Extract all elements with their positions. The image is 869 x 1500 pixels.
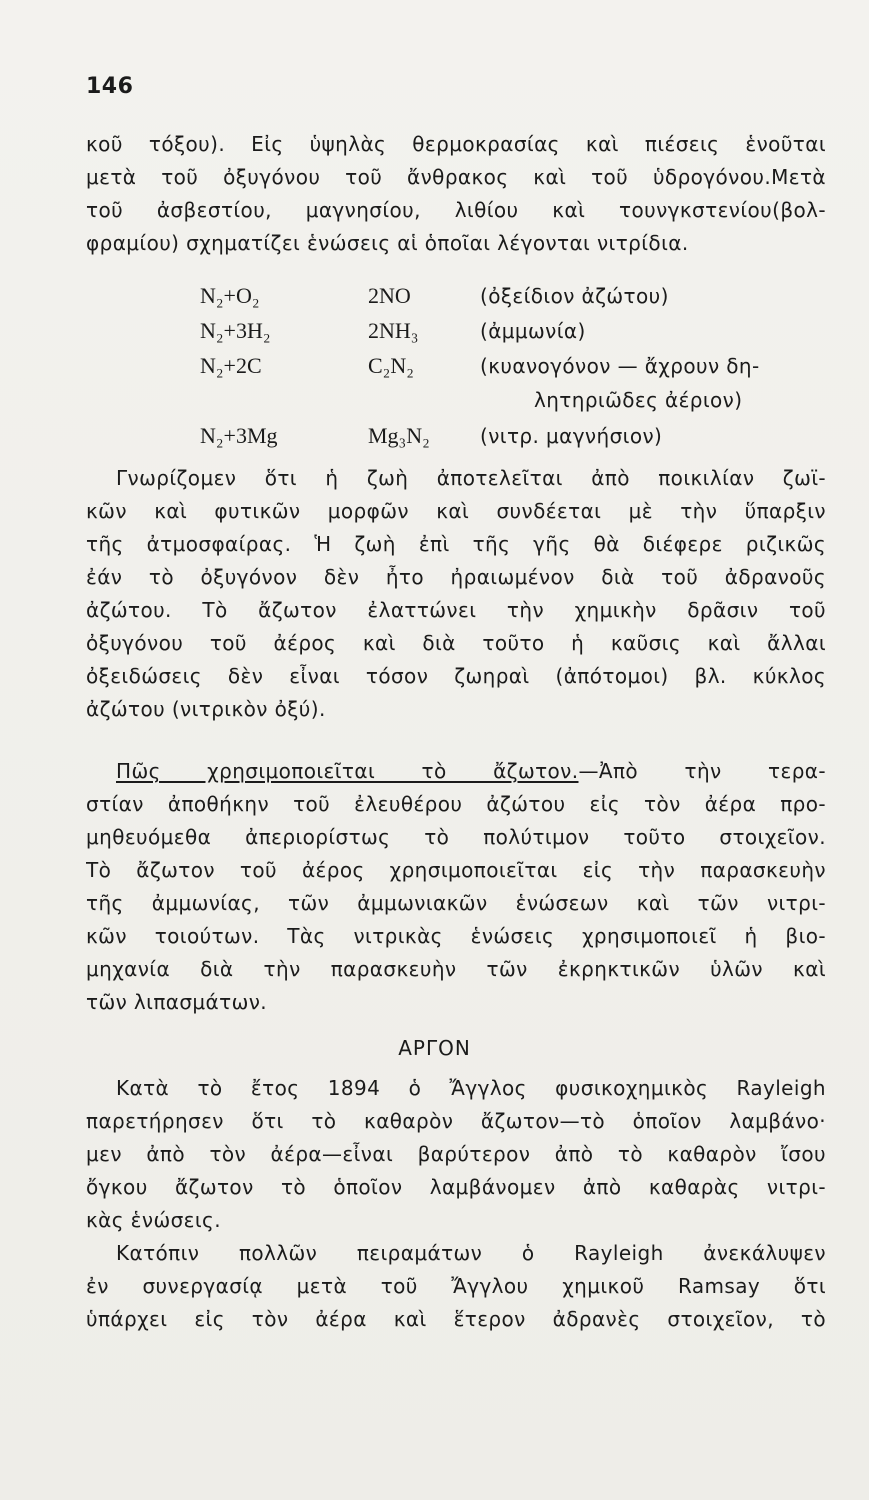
text-line: ἀζώτου. Τὸ ἄζωτον ἐλαττώνει τὴν χημικὴν δρᾶσιν τοῦ <box>86 598 826 622</box>
paragraph-ramsay <box>86 1237 826 1336</box>
text-line: κοῦ τόξου). Εἰς ὑψηλὰς θερμοκρασίας καὶ πιέσεις ἑνοῦται <box>86 132 826 156</box>
text-line: μεν ἀπὸ τὸν ἀέρα—εἶναι βαρύτερον ἀπὸ τὸ καθαρὸν ἴσου <box>86 1142 826 1166</box>
reaction-product: C₂N₂ <box>368 353 414 378</box>
paragraph-life-atmosphere <box>86 462 826 726</box>
text-line: ὀξυγόνου τοῦ ἀέρος καὶ διὰ τοῦτο ἡ καῦσις καὶ ἄλλαι <box>86 631 826 655</box>
text-line: στίαν ἀποθήκην τοῦ ἐλευθέρου ἀζώτου εἰς τὸν ἀέρα προ- <box>86 792 826 816</box>
section-heading-argon: ΑΡΓΟΝ <box>398 1036 471 1060</box>
reaction-description: (ἀμμωνία) <box>480 319 586 343</box>
text-line: τῶν λιπασμάτων. <box>86 990 268 1014</box>
text-line: μηθευόμεθα ἀπεριορίστως τὸ πολύτιμον τοῦτο στοιχεῖον. <box>86 825 826 849</box>
text-line: ὑπάρχει εἰς τὸν ἀέρα καὶ ἕτερον ἀδρανὲς στοιχεῖον, τὸ <box>86 1307 826 1331</box>
reaction-description: (νιτρ. μαγνήσιον) <box>480 424 663 448</box>
text-line: Τὸ ἄζωτον τοῦ ἀέρος χρησιμοποιεῖται εἰς τὴν παρασκευὴν <box>86 858 826 882</box>
text-line: ἐν συνεργασίᾳ μετὰ τοῦ Ἄγγλου χημικοῦ Ramsay ὅτι <box>86 1274 826 1298</box>
text-line: παρετήρησεν ὅτι τὸ καθαρὸν ἄζωτον—τὸ ὁποῖον λαμβάνο· <box>86 1109 826 1133</box>
text-line: κῶν καὶ φυτικῶν μορφῶν καὶ συνδέεται μὲ τὴν ὕπαρξιν <box>86 499 826 523</box>
reaction-product: Mg₃N₂ <box>368 423 430 448</box>
reaction-list <box>200 283 840 458</box>
text-line <box>86 755 826 788</box>
text-line: ἀζώτου (νιτρικὸν ὀξύ). <box>86 697 326 721</box>
text-line: Κατόπιν πολλῶν πειραμάτων ὁ Rayleigh ἀνεκάλυψεν <box>116 1241 826 1265</box>
reaction-row <box>200 423 840 458</box>
paragraph-nitrides <box>86 128 826 260</box>
text-line: τῆς ἀμμωνίας, τῶν ἀμμωνιακῶν ἑνώσεων καὶ τῶν νιτρι- <box>86 891 826 915</box>
text-line: τοῦ ἀσβεστίου, μαγνησίου, λιθίου καὶ τουνγκστενίου(βολ- <box>86 198 826 222</box>
reaction-product: 2NH₃ <box>368 318 419 343</box>
text-line: κὰς ἑνώσεις. <box>86 1208 221 1232</box>
text-line: ὀξειδώσεις δὲν εἶναι τόσον ζωηραὶ (ἀπότομοι) βλ. κύκλος <box>86 664 826 688</box>
paragraph-nitrogen-uses <box>86 755 826 1019</box>
paragraph-rayleigh <box>86 1072 826 1237</box>
text-line: κῶν τοιούτων. Τὰς νιτρικὰς ἑνώσεις χρησιμοποιεῖ ἡ βιο- <box>86 924 826 948</box>
text-line: ὄγκου ἄζωτον τὸ ὁποῖον λαμβάνομεν ἀπὸ καθαρὰς νιτρι- <box>86 1175 826 1199</box>
reaction-product: 2NO <box>368 283 411 308</box>
reaction-reactants: N₂+O₂ <box>200 283 260 308</box>
reaction-row <box>200 283 840 318</box>
text-line: τῆς ἀτμοσφαίρας. Ἡ ζωὴ ἐπὶ τῆς γῆς θὰ διέφερε ριζικῶς <box>86 532 826 556</box>
section-title: Πῶς χρησιμοποιεῖται τὸ ἄζωτον. <box>116 759 579 783</box>
reaction-description: (κυανογόνον — ἄχρουν δη- <box>480 354 760 378</box>
text-line: φραμίου) σχηματίζει ἑνώσεις αἱ ὁποῖαι λέγονται νιτρίδια. <box>86 231 689 255</box>
reaction-reactants: N₂+3H₂ <box>200 318 271 343</box>
reaction-description: (ὀξείδιον ἀζώτου) <box>480 284 669 308</box>
reaction-reactants: N₂+2C <box>200 353 262 378</box>
reaction-reactants: N₂+3Mg <box>200 423 278 448</box>
text-line: ἐάν τὸ ὀξυγόνον δὲν ἦτο ἠραιωμένον διὰ τοῦ ἀδρανοῦς <box>86 565 826 589</box>
text-line: Γνωρίζομεν ὅτι ἡ ζωὴ ἀποτελεῖται ἀπὸ ποικιλίαν ζωϊ- <box>116 466 826 490</box>
text-line: μετὰ τοῦ ὀξυγόνου τοῦ ἄνθρακος καὶ τοῦ ὑδρογόνου.Μετὰ <box>86 165 826 189</box>
text-line: μηχανία διὰ τὴν παρασκευὴν τῶν ἐκρηκτικῶν ὑλῶν καὶ <box>86 957 826 981</box>
reaction-description-continued: λητηριῶδες ἀέριον) <box>534 388 743 412</box>
section-title-continuation: —Ἀπὸ τὴν τερα- <box>578 759 826 783</box>
page-number: 146 <box>86 74 134 99</box>
text-line: Κατὰ τὸ ἔτος 1894 ὁ Ἄγγλος φυσικοχημικὸς Rayleigh <box>116 1076 826 1100</box>
reaction-row <box>200 353 840 388</box>
reaction-row <box>200 318 840 353</box>
